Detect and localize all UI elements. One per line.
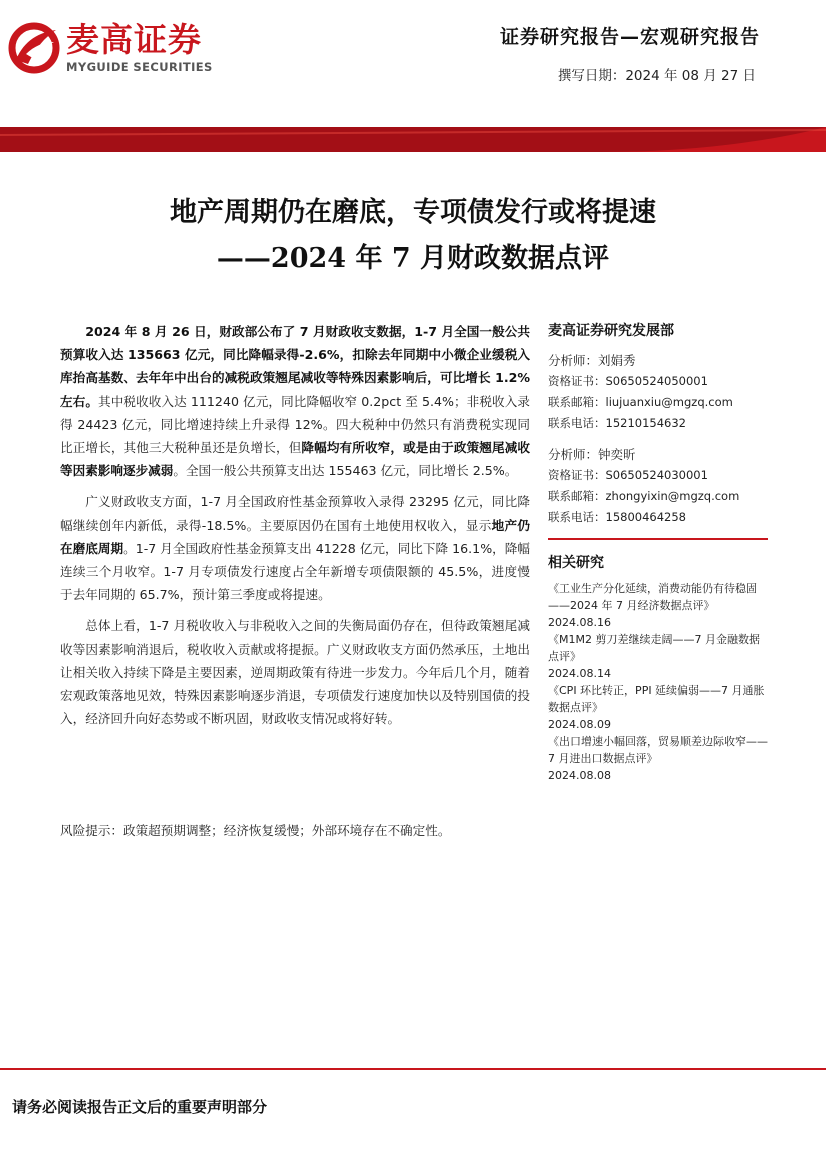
related-research-item[interactable] bbox=[548, 733, 768, 784]
key-finding: 地产仍在磨底周期 bbox=[60, 517, 531, 556]
brand-name-en: MYGUIDE SECURITIES bbox=[66, 60, 213, 74]
related-research-item[interactable] bbox=[548, 631, 768, 682]
key-finding: 降幅均有所收窄，或是由于政策翘尾减收等因素影响逐步减弱 bbox=[60, 440, 531, 479]
report-type: 证券研究报告—宏观研究报告 bbox=[499, 26, 760, 48]
myguide-logo-icon bbox=[6, 20, 66, 74]
related-research-item[interactable] bbox=[548, 682, 768, 733]
body-text: 其中税收收入达 111240 亿元，同比降幅收窄 0.2pct 至 5.4%；非税收入录得 24423 亿元，同比增速持续上升录得 12%。四大税种中仍然只有消费税实现同比正增长，其他三大税种虽还是负增长，但 bbox=[60, 393, 530, 456]
footer-disclaimer: 请务必阅读报告正文后的重要声明部分 bbox=[12, 1098, 268, 1116]
analyst-phone: 联系电话：15210154632 bbox=[548, 416, 686, 430]
related-title[interactable]: 《出口增速小幅回落，贸易顺差边际收窄——7 月进出口数据点评》 bbox=[548, 735, 768, 765]
risk-warning: 风险提示：政策超预期调整；经济恢复缓慢；外部环境存在不确定性。 bbox=[60, 823, 451, 838]
analyst-name: 分析师：钟奕昕 bbox=[548, 447, 636, 462]
paragraph-broad-fiscal bbox=[60, 490, 530, 606]
analyst-email[interactable]: 联系邮箱：liujuanxiu@mgzq.com bbox=[548, 395, 733, 409]
related-date: 2024.08.16 bbox=[548, 616, 611, 629]
related-title[interactable]: 《CPI 环比转正，PPI 延续偏弱——7 月通胀数据点评》 bbox=[548, 684, 765, 714]
related-title[interactable]: 《工业生产分化延续，消费动能仍有待稳固——2024 年 7 月经济数据点评》 bbox=[548, 582, 757, 612]
footer-divider bbox=[0, 1068, 826, 1070]
analyst-name: 分析师：刘娟秀 bbox=[548, 353, 636, 368]
key-finding: 2024 年 8 月 26 日，财政部公布了 7 月财政收支数据，1-7 月全国一般公共预算收入达 135663 亿元，同比降幅录得-2.6%，扣除去年同期中小微企业缓税入库抬高基数、去年年中出台的减税政策翘尾减收等特殊因素影响后，可比增长 1.2%左右。 bbox=[60, 324, 530, 409]
sidebar-divider bbox=[548, 538, 768, 540]
analyst-card bbox=[548, 444, 768, 528]
report-date: 撰写日期：2024 年 08 月 27 日 bbox=[557, 68, 756, 84]
analyst-cert: 资格证书：S0650524050001 bbox=[548, 374, 708, 388]
related-date: 2024.08.09 bbox=[548, 718, 611, 731]
related-research-item[interactable] bbox=[548, 580, 768, 631]
related-title[interactable]: 《M1M2 剪刀差继续走阔——7 月金融数据点评》 bbox=[548, 633, 760, 663]
brand-name-cn: 麦高证券 bbox=[66, 20, 202, 59]
body-text: 。1-7 月全国政府性基金预算支出 41228 亿元，同比下降 16.1%，降幅连续三个月收窄。1-7 月专项债发行速度占全年新增专项债限额的 45.5%，进度慢于去年同期的 65.7%，预计第三季度或将提速。 bbox=[60, 540, 531, 603]
main-text bbox=[60, 320, 530, 730]
body-text: 。全国一般公共预算支出达 155463 亿元，同比增长 2.5%。 bbox=[173, 463, 518, 479]
related-date: 2024.08.14 bbox=[548, 667, 611, 680]
related-date: 2024.08.08 bbox=[548, 769, 611, 782]
report-subtitle: ——2024 年 7 月财政数据点评 bbox=[216, 243, 610, 274]
related-research-heading: 相关研究 bbox=[548, 555, 604, 571]
paragraph-summary bbox=[60, 320, 530, 482]
analyst-cert: 资格证书：S0650524030001 bbox=[548, 468, 708, 482]
analyst-phone: 联系电话：15800464258 bbox=[548, 510, 686, 524]
analyst-card bbox=[548, 350, 768, 434]
department-heading: 麦高证券研究发展部 bbox=[548, 323, 674, 339]
header-red-band bbox=[0, 127, 826, 152]
body-text: 广义财政收支方面，1-7 月全国政府性基金预算收入录得 23295 亿元，同比降幅继续创年内新低，录得-18.5%。主要原因仍在国有土地使用权收入，显示 bbox=[60, 494, 530, 533]
analyst-email[interactable]: 联系邮箱：zhongyixin@mgzq.com bbox=[548, 489, 740, 503]
sidebar bbox=[548, 320, 768, 784]
paragraph-outlook: 总体上看，1-7 月税收收入与非税收入之间的失衡局面仍存在，但待政策翘尾减收等因素影响消退后，税收收入贡献或将提振。广义财政收支方面仍然承压，土地出让相关收入持续下降是主要因素，逆周期政策有待进一步发力。今年后几个月，随着宏观政策落地见效，特殊因素影响逐步消退，专项债发行速度加快以及特别国债的投入，经济回升向好态势或不断巩固，财政收支情况或将好转。 bbox=[60, 618, 530, 727]
report-title: 地产周期仍在磨底，专项债发行或将提速 bbox=[170, 197, 656, 228]
